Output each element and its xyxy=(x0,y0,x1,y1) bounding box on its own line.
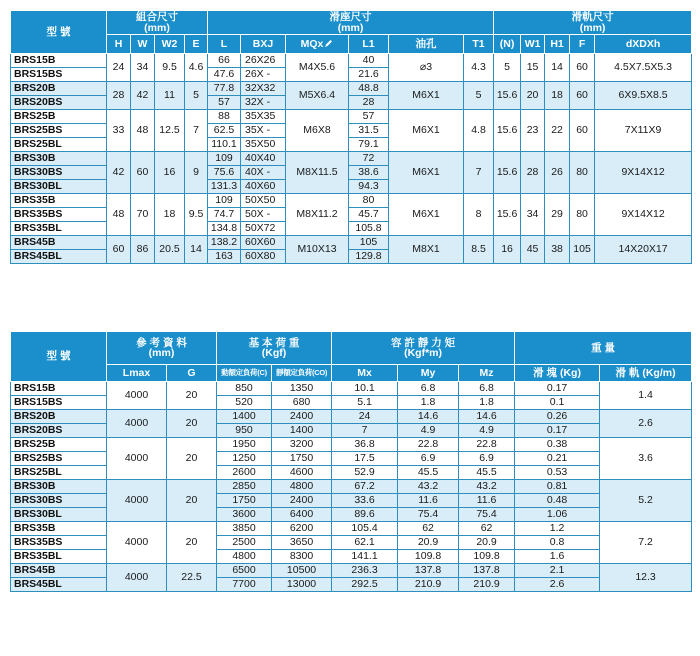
model-cell: BRS35B xyxy=(11,194,107,208)
model-header: 型 號 xyxy=(11,11,107,54)
model-cell: BRS30B xyxy=(11,152,107,166)
model-cell: BRS45B xyxy=(11,236,107,250)
model-cell: BRS30BL xyxy=(11,180,107,194)
model-cell: BRS25B xyxy=(11,438,107,452)
model-cell: BRS15B xyxy=(11,54,107,68)
table-row: BRS35B 48 70 18 9.5 109 50X50 M8X11.2 80 M6X1 8 15.6 34 29 80 9X14X12 xyxy=(11,194,692,208)
model-cell: BRS15BS xyxy=(11,396,107,410)
table-row: BRS25B 33 48 12.5 7 88 35X35 M6X8 57 M6X1 4.8 15.6 23 22 60 7X11X9 xyxy=(11,110,692,124)
col-w2: W2 xyxy=(155,35,185,54)
assembly-dim-header: 組合尺寸 (mm) xyxy=(107,11,208,35)
table-row: BRS30B 42 60 16 9 109 40X40 M8X11.5 72 M6X1 7 15.6 28 26 80 9X14X12 xyxy=(11,152,692,166)
col-h: H xyxy=(107,35,131,54)
dimension-table xyxy=(10,10,692,264)
col-lmax: Lmax xyxy=(107,365,167,382)
table-row: BRS30BL 3600 6400 89.6 75.4 75.4 1.06 xyxy=(11,508,692,522)
model-cell: BRS30BS xyxy=(11,494,107,508)
block-dim-header: 滑座尺寸 (mm) xyxy=(208,11,494,35)
weight-header: 重 量 xyxy=(515,332,692,365)
model-cell: BRS25BS xyxy=(11,124,107,138)
table-row: BRS35BL 134.8 50X72 105.8 xyxy=(11,222,692,236)
pencil-icon xyxy=(324,39,333,48)
table-row: BRS25BL 2600 4600 52.9 45.5 45.5 0.53 xyxy=(11,466,692,480)
table-row: BRS25BL 110.1 35X50 79.1 xyxy=(11,138,692,152)
rail-dim-header: 滑軌尺寸 (mm) xyxy=(494,11,692,35)
table-row: BRS30BL 131.3 40X60 94.3 xyxy=(11,180,692,194)
model-cell: BRS20BS xyxy=(11,96,107,110)
model-cell: BRS25BL xyxy=(11,466,107,480)
basic-load-header: 基 本 荷 重 (Kgf) xyxy=(217,332,332,365)
model-cell: BRS35BS xyxy=(11,208,107,222)
model-cell: BRS30BS xyxy=(11,166,107,180)
col-static-load: 靜額定負荷(CO) xyxy=(272,365,332,382)
model-cell: BRS35BL xyxy=(11,550,107,564)
model-cell: BRS15B xyxy=(11,382,107,396)
col-e: E xyxy=(185,35,208,54)
table-row: BRS45BL 7700 13000 292.5 210.9 210.9 2.6 xyxy=(11,578,692,592)
model-cell: BRS30B xyxy=(11,480,107,494)
table-row: BRS35BS 74.7 50X - 45.7 xyxy=(11,208,692,222)
table-row: BRS25BS 1250 1750 17.5 6.9 6.9 0.21 xyxy=(11,452,692,466)
col-f: F xyxy=(570,35,595,54)
reference-header: 參 考 資 料 (mm) xyxy=(107,332,217,365)
col-h1: H1 xyxy=(545,35,570,54)
model-cell: BRS45BL xyxy=(11,250,107,264)
table-row: BRS20BS 57 32X - 28 xyxy=(11,96,692,110)
model-cell: BRS35B xyxy=(11,522,107,536)
col-g: G xyxy=(167,365,217,382)
col-dynamic-load: 動額定負荷(C) xyxy=(217,365,272,382)
table-row: BRS35B 4000 20 3850 6200 105.4 62 62 1.2 7.2 xyxy=(11,522,692,536)
col-dxdxh: dXDXh xyxy=(595,35,692,54)
table-row: BRS45BL 163 60X80 129.8 xyxy=(11,250,692,264)
col-rail-weight: 滑 軌 (Kg/m) xyxy=(600,365,692,382)
model-cell: BRS20B xyxy=(11,82,107,96)
table-row: BRS15B 24 34 9.5 4.6 66 26X26 M4X5.6 40 ⌀3 4.3 5 15 14 60 4.5X7.5X5.3 xyxy=(11,54,692,68)
model-cell: BRS25BS xyxy=(11,452,107,466)
col-l1: L1 xyxy=(349,35,389,54)
table-row: BRS35BL 4800 8300 141.1 109.8 109.8 1.6 xyxy=(11,550,692,564)
model-cell: BRS20B xyxy=(11,410,107,424)
col-mz: Mz xyxy=(459,365,515,382)
model-cell: BRS45B xyxy=(11,564,107,578)
table-row: BRS25B 4000 20 1950 3200 36.8 22.8 22.8 0.38 3.6 xyxy=(11,438,692,452)
table-row: BRS20B 4000 20 1400 2400 24 14.6 14.6 0.26 2.6 xyxy=(11,410,692,424)
load-weight-table xyxy=(10,331,692,592)
table-row: BRS20BS 950 1400 7 4.9 4.9 0.17 xyxy=(11,424,692,438)
table-row: BRS45B 4000 22.5 6500 10500 236.3 137.8 137.8 2.1 12.3 xyxy=(11,564,692,578)
table-row: BRS30B 4000 20 2850 4800 67.2 43.2 43.2 0.81 5.2 xyxy=(11,480,692,494)
col-mx: Mx xyxy=(332,365,398,382)
col-w: W xyxy=(131,35,155,54)
table-row: BRS25BS 62.5 35X - 31.5 xyxy=(11,124,692,138)
model-cell: BRS35BS xyxy=(11,536,107,550)
table-row: BRS30BS 75.6 40X - 38.6 xyxy=(11,166,692,180)
col-my: My xyxy=(398,365,459,382)
table-row: BRS30BS 1750 2400 33.6 11.6 11.6 0.48 xyxy=(11,494,692,508)
col-t1: T1 xyxy=(464,35,494,54)
model-cell: BRS15BS xyxy=(11,68,107,82)
table-row: BRS15B 4000 20 850 1350 10.1 6.8 6.8 0.17 1.4 xyxy=(11,382,692,396)
model-cell: BRS25B xyxy=(11,110,107,124)
table-row: BRS35BS 2500 3650 62.1 20.9 20.9 0.8 xyxy=(11,536,692,550)
table-row: BRS45B 60 86 20.5 14 138.2 60X60 M10X13 105 M8X1 8.5 16 45 38 105 14X20X17 xyxy=(11,236,692,250)
model-header: 型 號 xyxy=(11,332,107,382)
model-cell: BRS45BL xyxy=(11,578,107,592)
col-l: L xyxy=(208,35,241,54)
model-cell: BRS25BL xyxy=(11,138,107,152)
col-w1: W1 xyxy=(521,35,545,54)
col-n: (N) xyxy=(494,35,521,54)
model-cell: BRS20BS xyxy=(11,424,107,438)
model-cell: BRS30BL xyxy=(11,508,107,522)
table-row: BRS20B 28 42 11 5 77.8 32X32 M5X6.4 48.8 M6X1 5 15.6 20 18 60 6X9.5X8.5 xyxy=(11,82,692,96)
col-mq: MQx xyxy=(286,35,349,54)
model-cell: BRS35BL xyxy=(11,222,107,236)
col-bxj: BXJ xyxy=(241,35,286,54)
table-row: BRS15BS 47.6 26X - 21.6 xyxy=(11,68,692,82)
table-row: BRS15BS 520 680 5.1 1.8 1.8 0.1 xyxy=(11,396,692,410)
col-oil: 油孔 xyxy=(389,35,464,54)
static-moment-header: 容 許 靜 力 矩 (Kgf*m) xyxy=(332,332,515,365)
col-block-weight: 滑 塊 (Kg) xyxy=(515,365,600,382)
